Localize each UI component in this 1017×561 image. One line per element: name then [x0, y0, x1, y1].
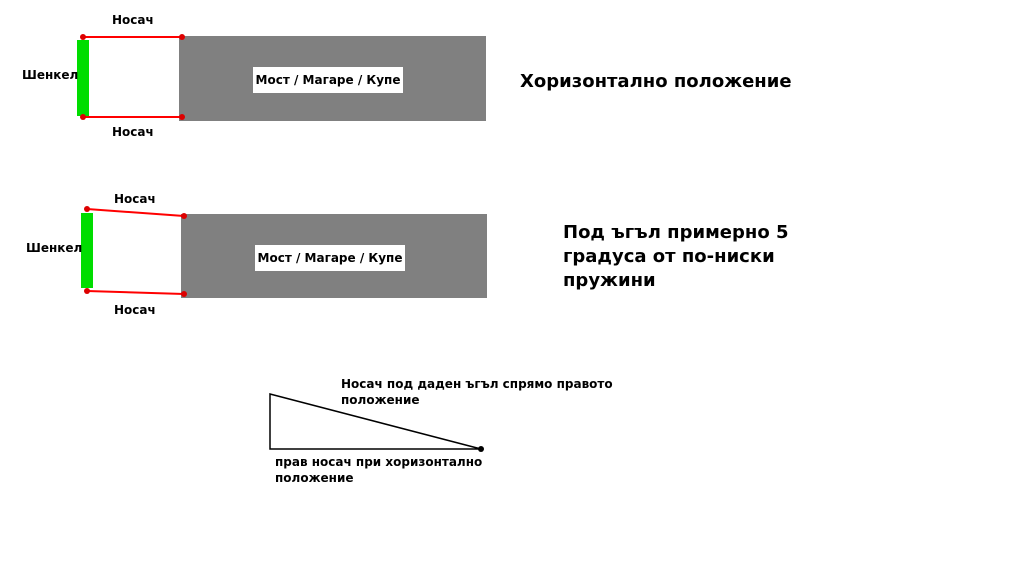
straight-arm-note-line: прав носач при хоризонтално — [275, 455, 483, 469]
upper-arm-2 — [87, 209, 184, 216]
caption-angled — [563, 221, 788, 293]
lower-arm-label-2: Носач — [114, 303, 156, 317]
upper-arm-label-1: Носач — [112, 13, 154, 27]
angled-arm-note-line: Носач под даден ъгъл спрямо правото — [341, 377, 613, 391]
knuckle-label-1: Шенкел — [22, 68, 79, 82]
triangle-vertex — [478, 446, 484, 452]
joint-1d — [179, 114, 185, 120]
caption-angled-line: Под ъгъл примерно 5 — [563, 222, 789, 243]
joint-2d — [181, 291, 187, 297]
lower-arm-label-1: Носач — [112, 125, 154, 139]
joint-2c — [84, 288, 90, 294]
joint-1c — [80, 114, 86, 120]
joint-2b — [181, 213, 187, 219]
lower-arm-2 — [87, 291, 184, 294]
caption-horizontal: Хоризонтално положение — [520, 71, 792, 92]
knuckle-label-2: Шенкел — [26, 241, 83, 255]
caption-angled-line: пружини — [563, 270, 656, 291]
joint-1b — [179, 34, 185, 40]
upper-arm-label-2: Носач — [114, 192, 156, 206]
angled-arm-note-line: положение — [341, 393, 420, 407]
joint-2a — [84, 206, 90, 212]
body-label-1: Мост / Магаре / Купе — [253, 67, 403, 93]
knuckle-1 — [77, 40, 89, 116]
straight-arm-note-line: положение — [275, 471, 354, 485]
caption-angled-line: градуса от по-ниски — [563, 246, 775, 267]
angled-arm-note — [341, 376, 613, 408]
joint-1a — [80, 34, 86, 40]
straight-arm-note — [275, 454, 482, 486]
knuckle-2 — [81, 213, 93, 288]
body-label-2: Мост / Магаре / Купе — [255, 245, 405, 271]
